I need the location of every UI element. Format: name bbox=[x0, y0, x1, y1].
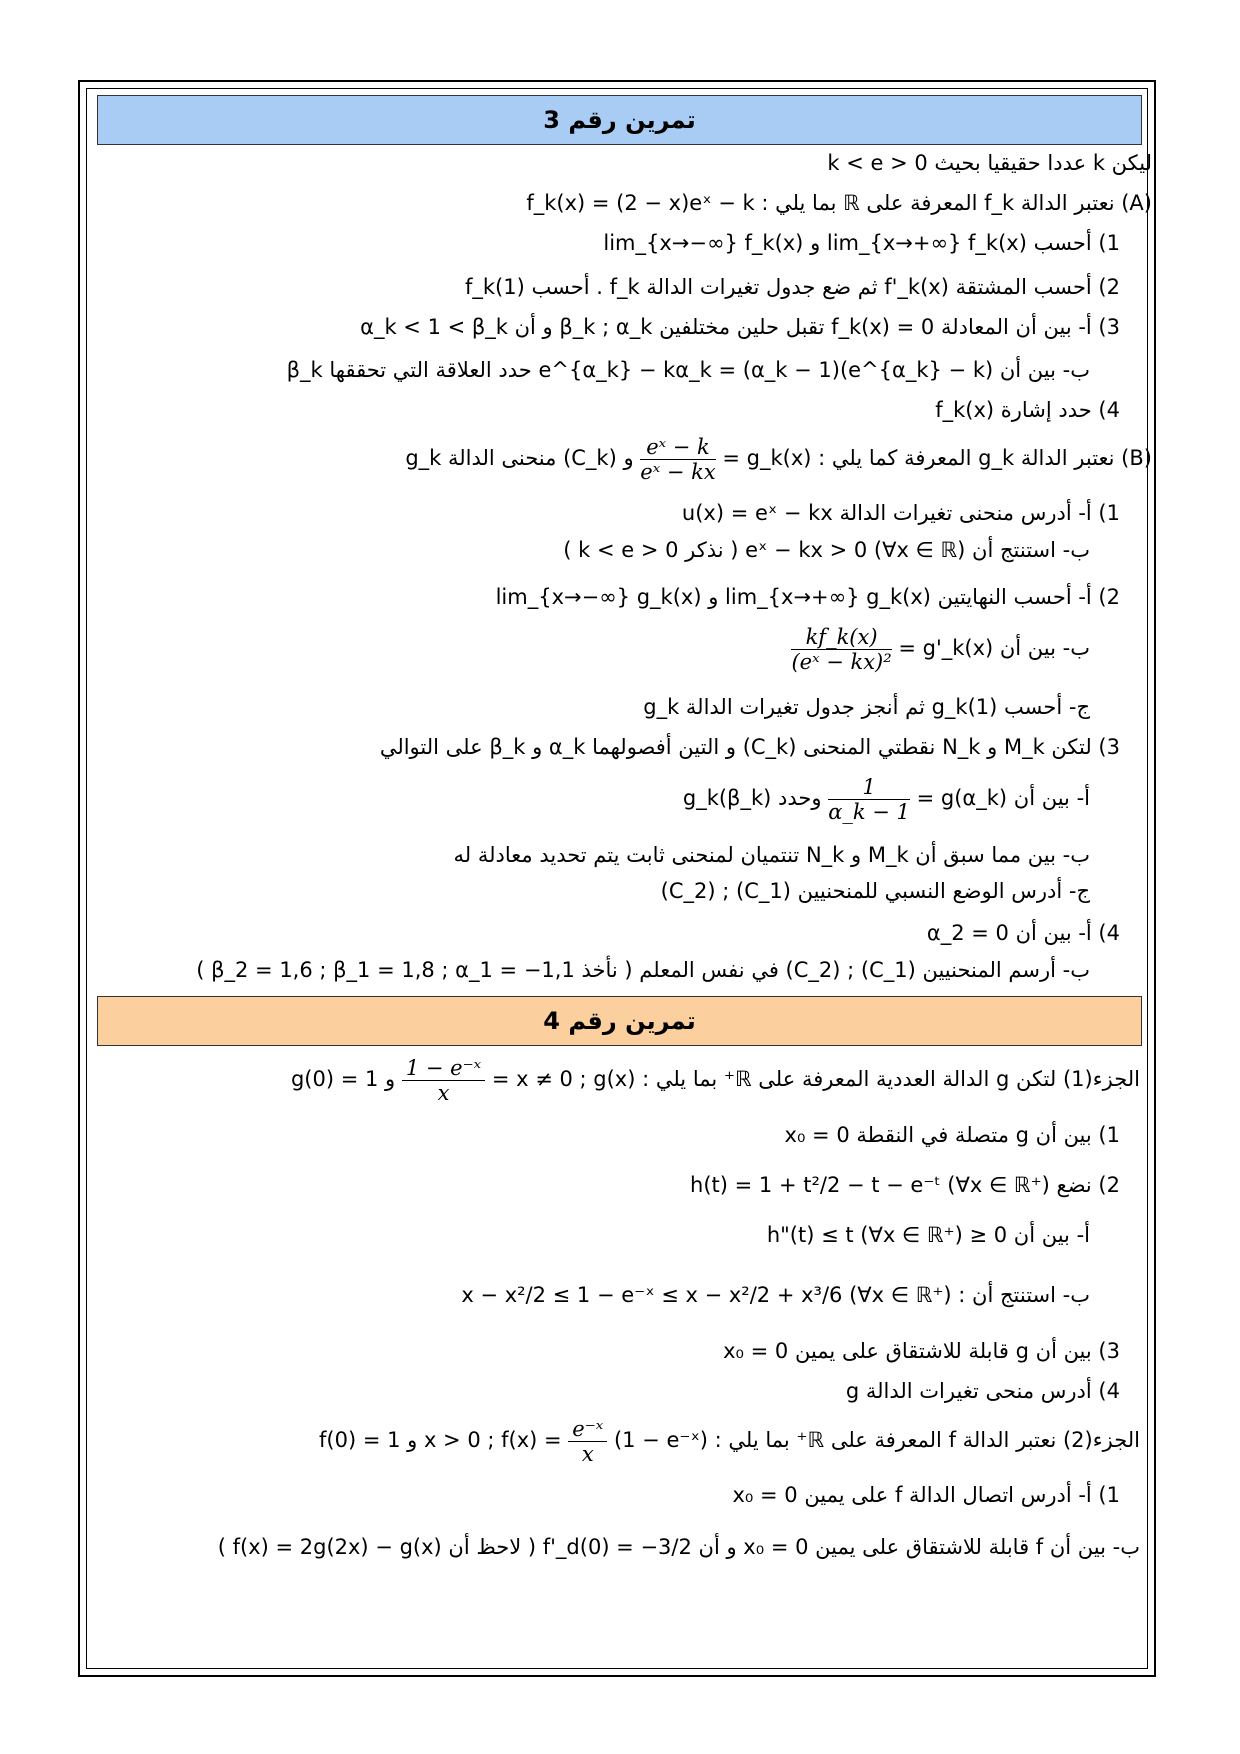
exercise-3-title: تمرين رقم 3 bbox=[97, 95, 1142, 145]
ex3-line-9: 1) أ- أدرس منحنى تغيرات الدالة u(x) = eˣ − kx bbox=[681, 501, 1120, 525]
ex3-line-3: 1) أحسب lim_{x→+∞} f_k(x) و lim_{x→−∞} f_k(x) bbox=[603, 231, 1120, 255]
ex4-line-6: 4) أدرس منحى تغيرات الدالة g bbox=[845, 1379, 1120, 1403]
ex3-line-1: ليكن k عددا حقيقيا بحيث 0 < k < e bbox=[827, 151, 1152, 175]
fraction-numerator: kf_k(x) bbox=[791, 625, 891, 650]
fraction-denominator: eˣ − kx bbox=[640, 459, 716, 484]
ex4-part-2-tail: (1 − e⁻ˣ) و f(0) = 1 bbox=[319, 1428, 708, 1452]
ex4-line-3: أ- بين أن 0 ≤ h"(t) ≤ t (∀x ∈ ℝ⁺) bbox=[766, 1223, 1090, 1247]
ex4-line-1: 1) بين أن g متصلة في النقطة x₀ = 0 bbox=[784, 1123, 1120, 1147]
ex3-line-13: ج- أحسب g_k(1) ثم أنجز جدول تغيرات الدالة g_k bbox=[643, 695, 1090, 719]
ex4-line-8: ب- بين أن f قابلة للاشتقاق على يمين x₀ = 0 و أن f'_d(0) = −3/2 ( لاحظ أن f(x) = 2g(2x) − g(x) ) bbox=[217, 1535, 1140, 1559]
exercise-4-title: تمرين رقم 4 bbox=[97, 996, 1142, 1046]
ex4-part-1-text: الجزء(1) لتكن g الدالة العددية المعرفة على ℝ⁺ بما يلي : x ≠ 0 ; g(x) = bbox=[491, 1067, 1140, 1091]
ex3-line-15 bbox=[100, 772, 1090, 824]
ex4-part-1 bbox=[100, 1052, 1140, 1106]
fraction-numerator: e⁻ˣ bbox=[568, 1417, 607, 1442]
ex4-line-2: 2) نضع h(t) = 1 + t²/2 − t − e⁻ᵗ (∀x ∈ ℝ⁺) bbox=[690, 1173, 1120, 1197]
ex4-part-1-fraction bbox=[402, 1056, 485, 1105]
ex3-line-5: 3) أ- بين أن المعادلة f_k(x) = 0 تقبل حلين مختلفين β_k ; α_k و أن α_k < 1 < β_k bbox=[360, 315, 1120, 339]
fraction-denominator: α_k − 1 bbox=[828, 799, 910, 824]
ex4-line-4: ب- استنتج أن : x − x²/2 ≤ 1 − e⁻ˣ ≤ x − x²/2 + x³/6 (∀x ∈ ℝ⁺) bbox=[461, 1283, 1090, 1307]
ex3-line-12 bbox=[100, 622, 1090, 674]
ex3-line-18: 4) أ- بين أن α_2 = 0 bbox=[926, 921, 1120, 945]
ex3-line-10: ب- استنتج أن eˣ − kx > 0 (∀x ∈ ℝ) ( نذكر 0 < k < e ) bbox=[563, 538, 1090, 562]
ex3-line-8 bbox=[100, 432, 1152, 484]
ex3-line-15-fraction bbox=[828, 775, 910, 824]
ex4-part-1-tail: و g(0) = 1 bbox=[290, 1067, 396, 1091]
ex3-line-15-text: أ- بين أن g(α_k) = bbox=[916, 786, 1090, 810]
ex3-line-12-text: ب- بين أن g'_k(x) = bbox=[898, 636, 1090, 660]
ex3-line-15-tail: وحدد g_k(β_k) bbox=[682, 786, 822, 810]
fraction-numerator: 1 bbox=[828, 775, 910, 800]
ex4-part-2 bbox=[100, 1412, 1140, 1468]
ex3-line-16: ب- بين مما سبق أن M_k و N_k تنتميان لمنحنى ثابت يتم تحديد معادلة له bbox=[453, 843, 1090, 867]
fraction-denominator: x bbox=[437, 1080, 450, 1105]
ex4-part-2-fraction bbox=[568, 1417, 607, 1466]
ex3-line-19: ب- أرسم المنحنيين (C_1) ; (C_2) في نفس المعلم ( نأخذ β_2 = 1,6 ; β_1 = 1,8 ; α_1 = −1,1 ) bbox=[196, 958, 1090, 982]
fraction-numerator: eˣ − k bbox=[640, 435, 715, 460]
ex3-line-11: 2) أ- أحسب النهايتين lim_{x→+∞} g_k(x) و lim_{x→−∞} g_k(x) bbox=[495, 585, 1120, 609]
ex3-line-12-fraction bbox=[791, 625, 891, 674]
ex3-line-14: 3) لتكن M_k و N_k نقطتي المنحنى (C_k) و التين أفصولهما α_k و β_k على التوالي bbox=[379, 735, 1120, 759]
ex3-line-17: ج- أدرس الوضع النسبي للمنحنيين (C_1) ; (C_2) bbox=[660, 879, 1090, 903]
ex3-line-2: (A) نعتبر الدالة f_k المعرفة على ℝ بما يلي : f_k(x) = (2 − x)eˣ − k bbox=[526, 191, 1152, 215]
ex4-line-7: 1) أ- أدرس اتصال الدالة f على يمين x₀ = 0 bbox=[732, 1483, 1120, 1507]
ex3-line-8-tail: و (C_k) منحنى الدالة g_k bbox=[405, 446, 634, 470]
fraction-numerator: 1 − e⁻ˣ bbox=[402, 1056, 485, 1081]
ex4-part-2-text: الجزء(2) نعتبر الدالة f المعرفة على ℝ⁺ بما يلي : x > 0 ; f(x) = bbox=[423, 1428, 1140, 1452]
ex3-line-6: ب- بين أن (e^{α_k} − k)(α_k − 1) = e^{α_k} − kα_k حدد العلاقة التي تحققها β_k bbox=[286, 358, 1090, 382]
ex3-line-8-fraction bbox=[640, 435, 715, 484]
ex3-line-4: 2) أحسب المشتقة f'_k(x) ثم ضع جدول تغيرات الدالة f_k . أحسب f_k(1) bbox=[464, 275, 1120, 299]
fraction-denominator: (eˣ − kx)² bbox=[791, 649, 892, 674]
ex3-line-8-text: (B) نعتبر الدالة g_k المعرفة كما يلي : g_k(x) = bbox=[722, 446, 1152, 470]
fraction-denominator: x bbox=[581, 1441, 594, 1466]
ex3-line-7: 4) حدد إشارة f_k(x) bbox=[935, 398, 1120, 422]
ex4-line-5: 3) بين أن g قابلة للاشتقاق على يمين x₀ = 0 bbox=[723, 1339, 1120, 1363]
